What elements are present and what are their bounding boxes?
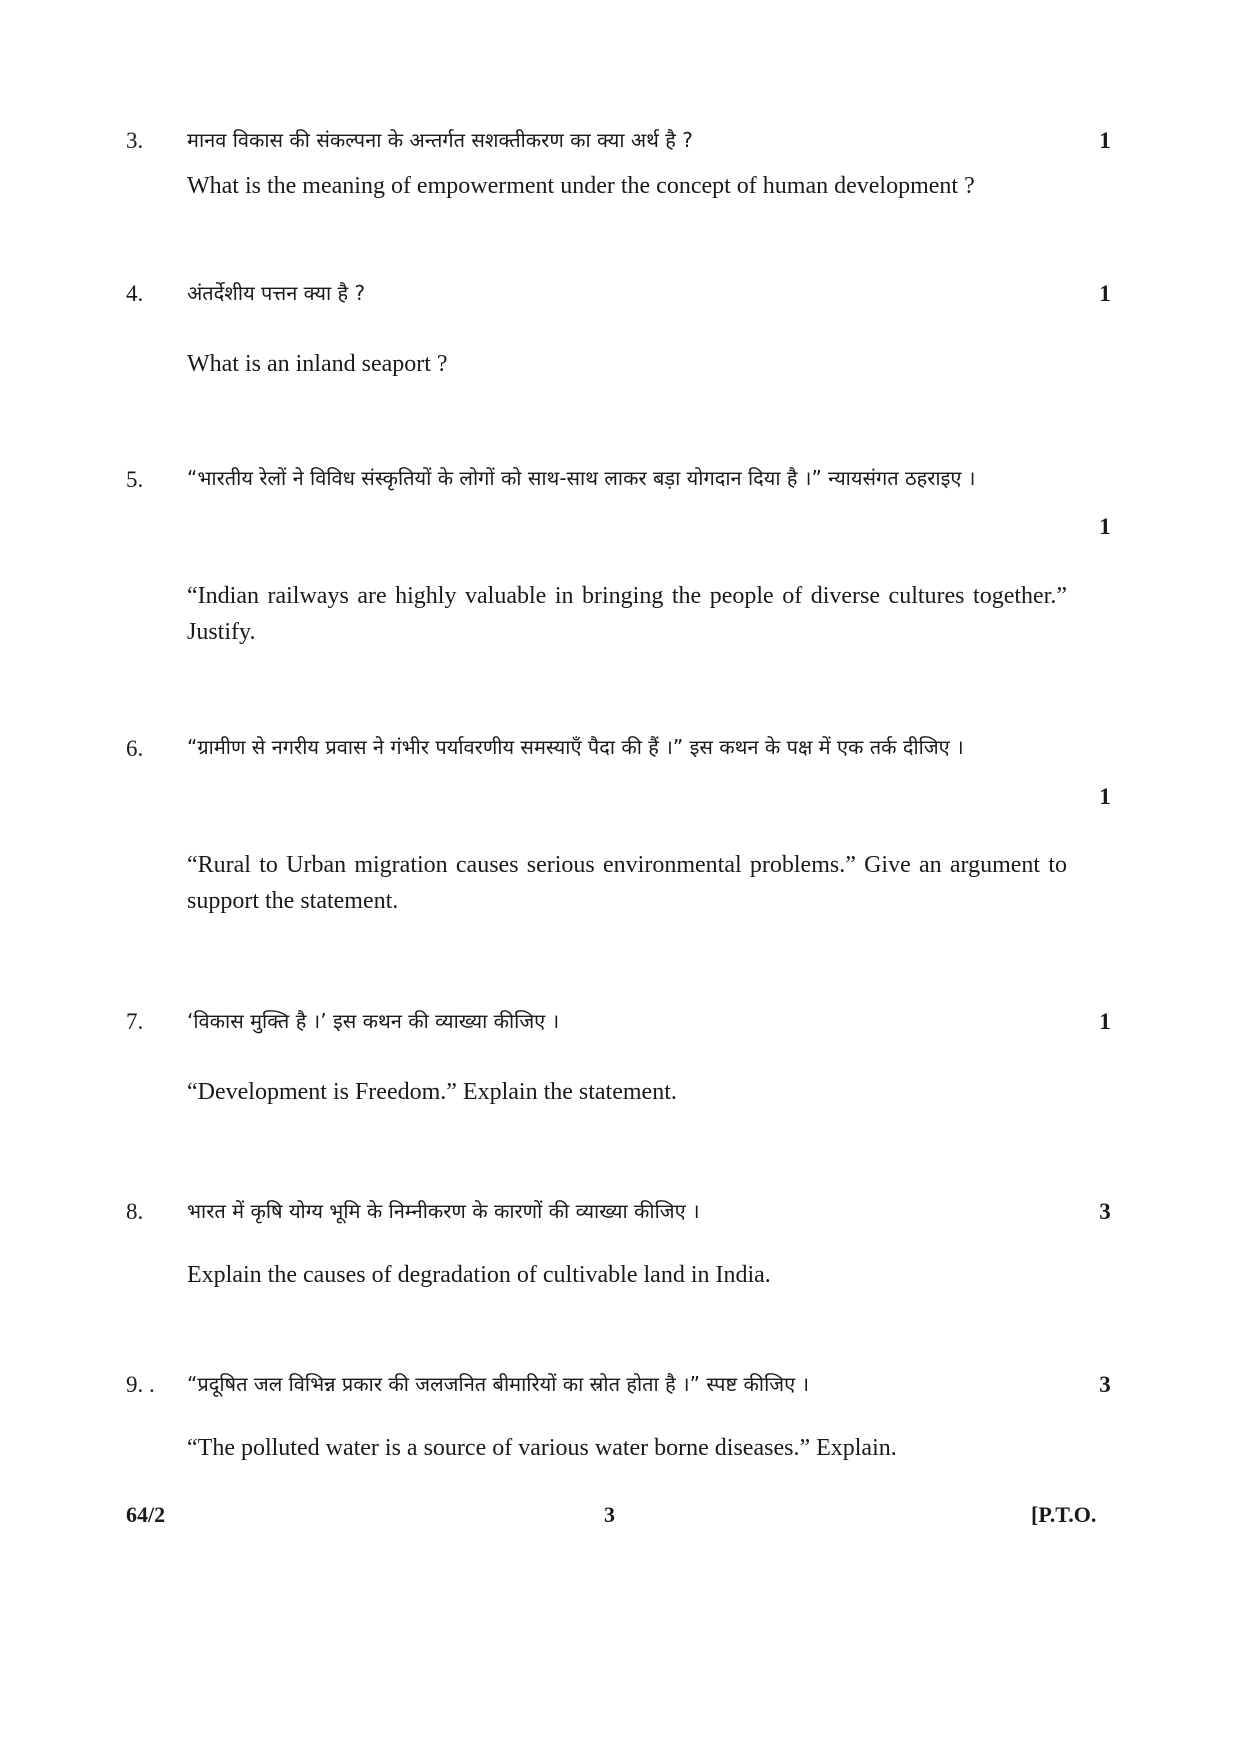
question-number: 7.: [126, 1009, 144, 1034]
please-turn-over: [P.T.O.: [1031, 1502, 1097, 1527]
question-english-text: “Rural to Urban migration causes serious environmental problems.” Give an argument to support the statement.: [187, 852, 1067, 914]
question-number: 6.: [126, 736, 144, 761]
question-marks: 3: [1099, 1372, 1111, 1397]
page-number: 3: [604, 1502, 615, 1527]
question-marks: 3: [1099, 1199, 1111, 1224]
question-english-text: “Indian railways are highly valuable in bringing the people of diverse cultures together.” Justify.: [187, 583, 1067, 645]
question-marks: 1: [1099, 514, 1111, 539]
paper-code: 64/2: [126, 1502, 166, 1527]
question-english-text: What is the meaning of empowerment under the concept of human development ?: [187, 173, 975, 199]
question-english-text: What is an inland seaport ?: [187, 351, 448, 377]
question-number: 4.: [126, 281, 144, 306]
question-hindi-text: अंतर्देशीय पत्तन क्या है ?: [187, 281, 366, 305]
question-hindi-text: ‘विकास मुक्ति है ।’ इस कथन की व्याख्या कीजिए ।: [187, 1009, 560, 1033]
question-marks: 1: [1099, 128, 1111, 153]
question-english-text: “The polluted water is a source of various water borne diseases.” Explain.: [187, 1435, 897, 1461]
question-number: 5.: [126, 467, 144, 492]
question-hindi-text: “प्रदूषित जल विभिन्न प्रकार की जलजनित बीमारियों का स्रोत होता है ।” स्पष्ट कीजिए ।: [187, 1372, 810, 1396]
question-english-text: Explain the causes of degradation of cultivable land in India.: [187, 1262, 771, 1288]
question-marks: 1: [1099, 1009, 1111, 1034]
question-number: 9. .: [126, 1372, 155, 1397]
question-number: 8.: [126, 1199, 144, 1224]
question-marks: 1: [1099, 784, 1111, 809]
question-marks: 1: [1099, 281, 1111, 306]
question-english-text: “Development is Freedom.” Explain the statement.: [187, 1079, 677, 1105]
question-number: 3.: [126, 128, 144, 153]
question-hindi-text: “ग्रामीण से नगरीय प्रवास ने गंभीर पर्यावरणीय समस्याएँ पैदा की हैं ।” इस कथन के पक्ष में एक तर्क दीजिए ।: [187, 735, 964, 759]
question-hindi-text: मानव विकास की संकल्पना के अन्तर्गत सशक्तीकरण का क्या अर्थ है ?: [187, 128, 693, 152]
question-hindi-text: “भारतीय रेलों ने विविध संस्कृतियों के लोगों को साथ-साथ लाकर बड़ा योगदान दिया है ।” न्यायसंगत ठहराइए ।: [187, 466, 976, 490]
question-hindi-text: भारत में कृषि योग्य भूमि के निम्नीकरण के कारणों की व्याख्या कीजिए ।: [187, 1199, 700, 1223]
